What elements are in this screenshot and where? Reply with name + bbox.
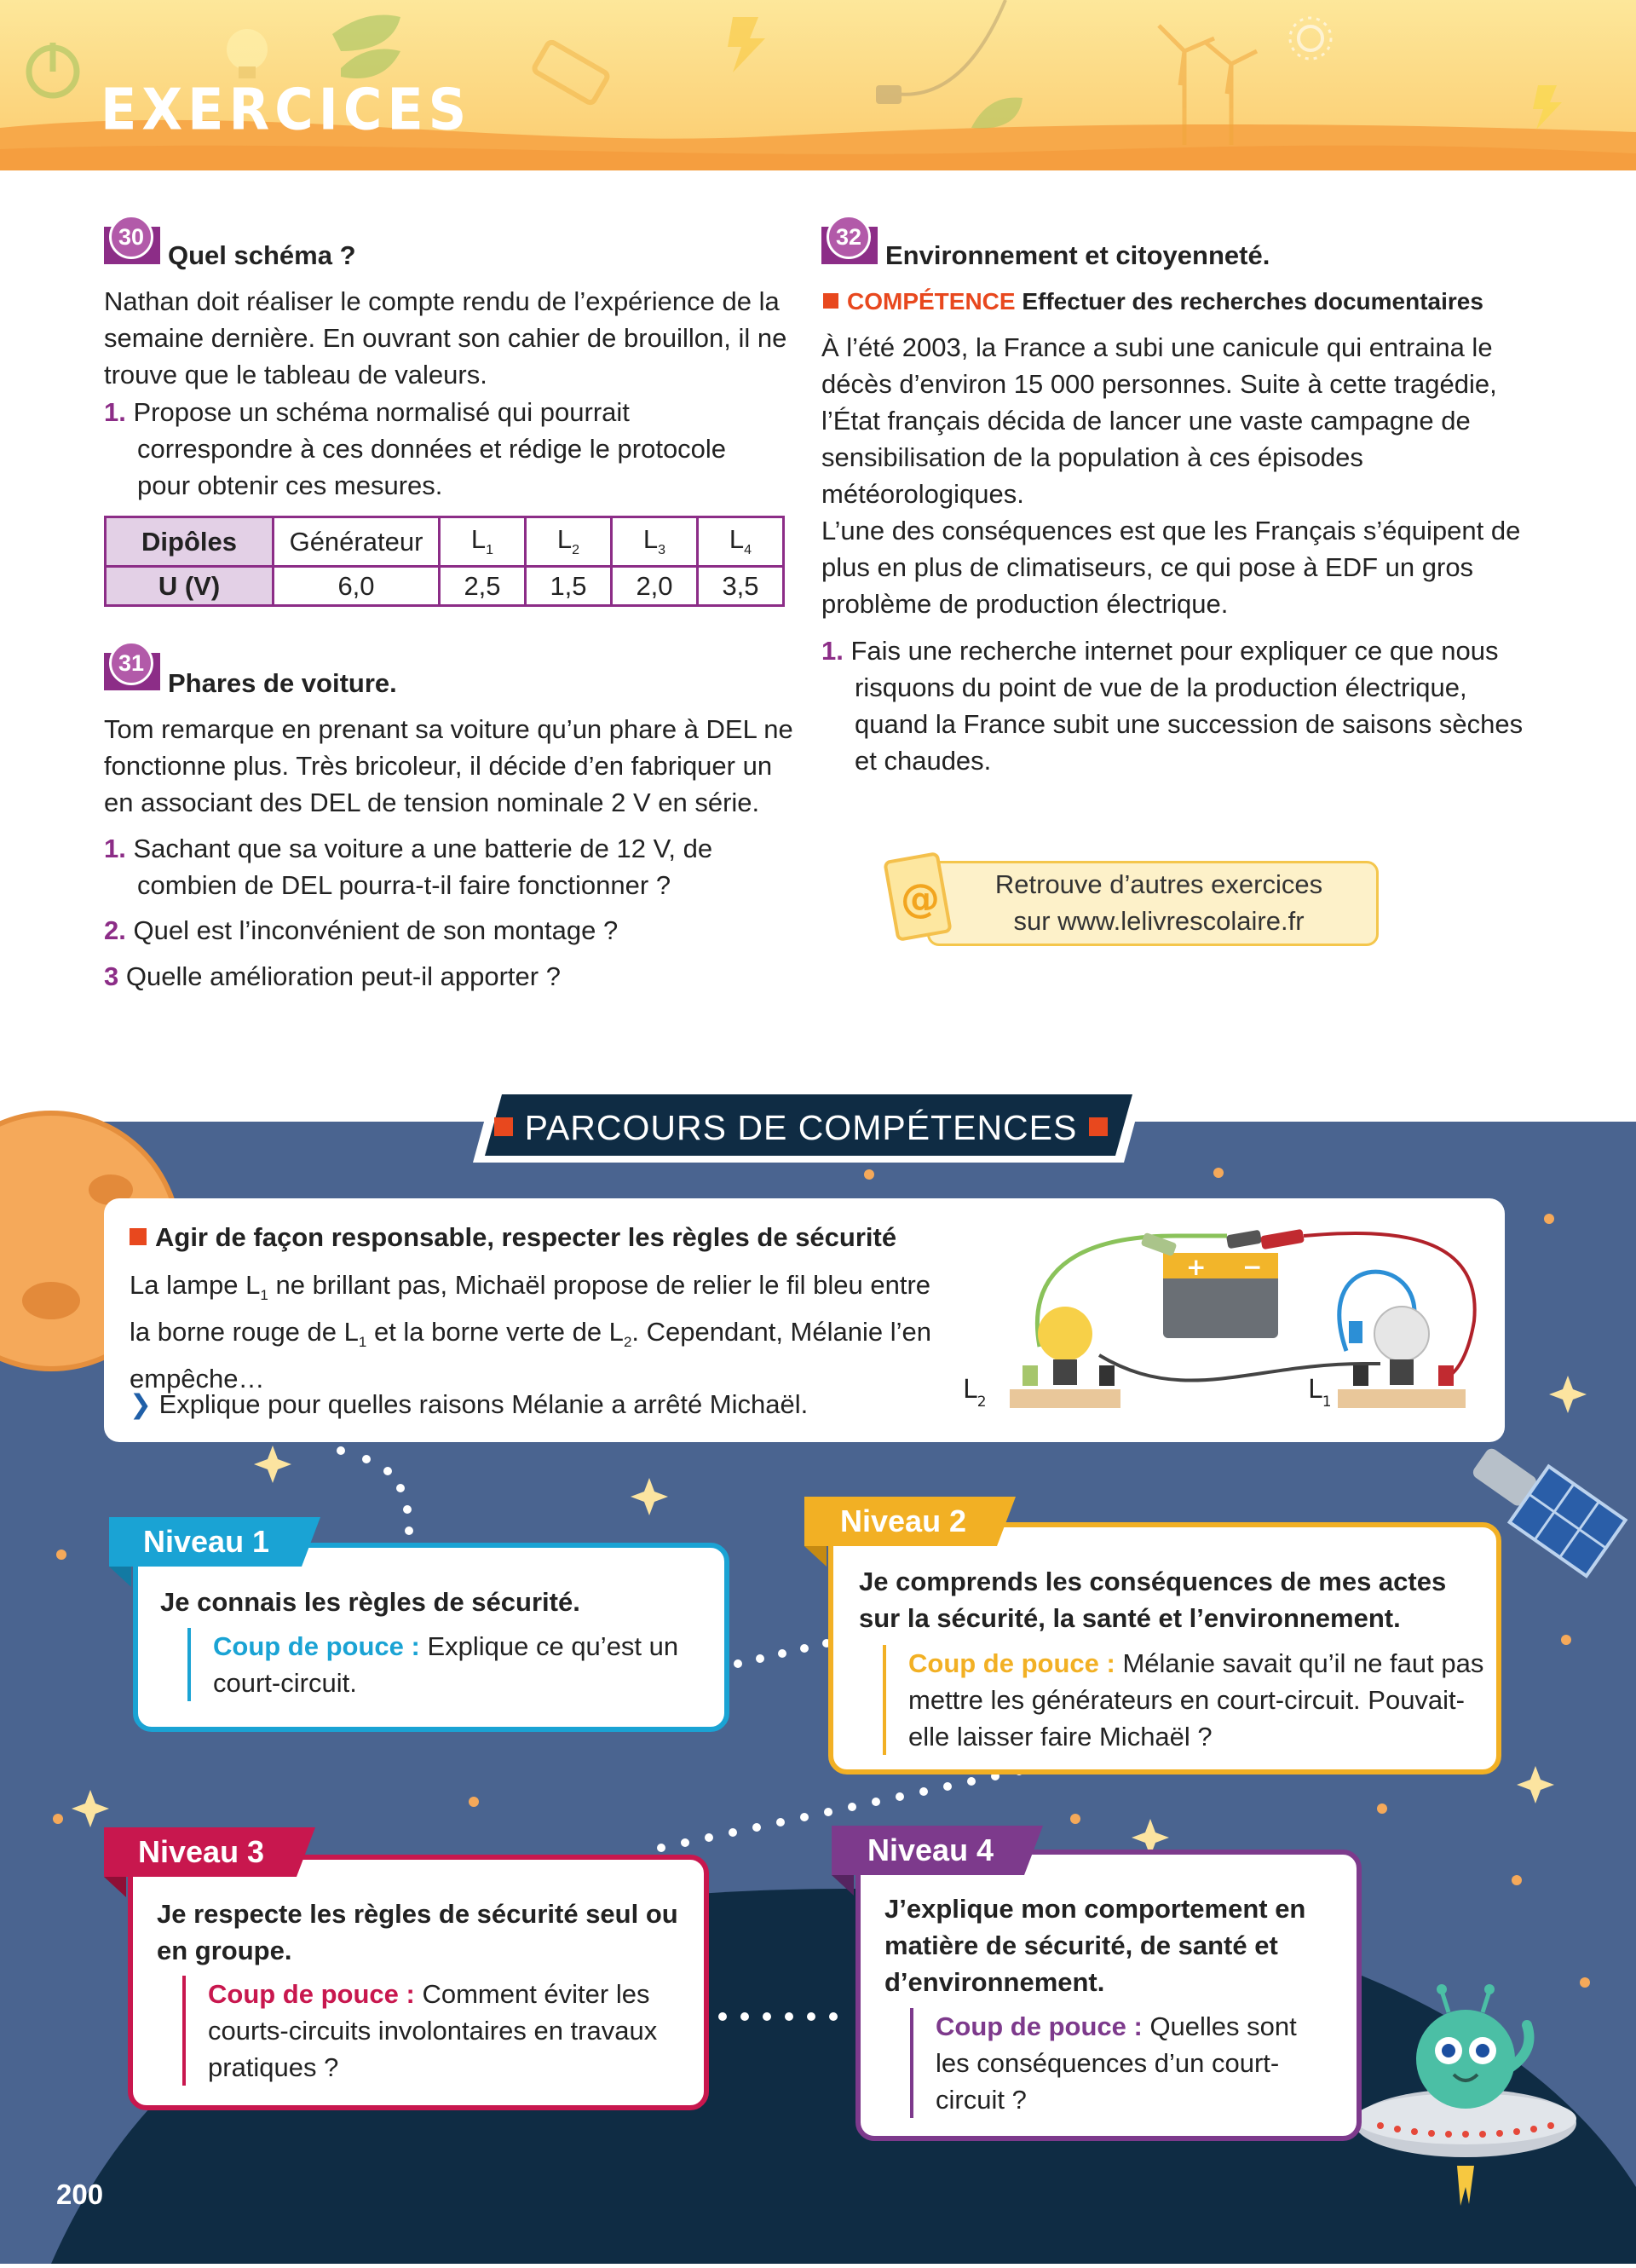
exercise-32-badge: 32: [821, 215, 878, 264]
level-4-tag: Niveau 4: [832, 1826, 994, 1875]
exercise-30-question-1: 1. Propose un schéma normalisé qui pourrait correspondre à ces données et rédige le protocole pour obtenir ces mesures.: [104, 397, 727, 500]
exercise-31-question-1: 1. Sachant que sa voiture a une batterie de 12 V, de combien de DEL pourra-t-il faire fonctionner ?: [104, 834, 713, 900]
web-resource-text[interactable]: Retrouve d’autres exercices sur www.lelivrescolaire.fr: [994, 869, 1323, 936]
level-2-tag: Niveau 2: [804, 1497, 966, 1546]
table-cell-dipole: $L_1$: [440, 517, 526, 567]
table-row-voltage: [106, 567, 784, 606]
exercise-31-title: Phares de voiture.: [168, 668, 397, 698]
at-sign-icon: [886, 852, 954, 952]
competence-heading: Agir de façon responsable, respecter les règles de sécurité: [130, 1222, 896, 1253]
table-cell-dipole: $L_3$: [612, 517, 698, 567]
table-header-dipoles: Dipôles: [106, 517, 274, 567]
exercise-31-body: Tom remarque en prenant sa voiture qu’un phare à DEL ne fonctionne plus. Très bricoleur, il décide d’en fabriquer un en associant des DEL de tension nominale 2 V en série.: [104, 714, 793, 817]
exercise-31-question-2: 2. Quel est l’inconvénient de son montage ?: [104, 915, 619, 945]
level-2-text: Je comprends les conséquences de mes actes sur la sécurité, la santé et l’environnement.: [859, 1567, 1447, 1633]
svg-text:L2: $L_2$: [963, 1375, 987, 1411]
exercise-30-body: Nathan doit réaliser le compte rendu de l’expérience de la semaine dernière. En ouvrant son cahier de brouillon, il ne trouve que le tableau de valeurs.: [104, 286, 787, 390]
table-cell-dipole: Générateur: [274, 517, 440, 567]
level-4-text: J’explique mon comportement en matière de sécurité, de santé et d’environnement.: [884, 1894, 1306, 1997]
exercise-31-question-3: 3 Quelle amélioration peut-il apporter ?: [104, 961, 561, 991]
level-1-hint: Coup de pouce : Explique ce qu’est un court-circuit.: [187, 1628, 716, 1701]
chevron-right-icon: ❯: [130, 1389, 152, 1419]
exercise-30-title: Quel schéma ?: [168, 240, 356, 270]
circuit-illustration: [963, 1219, 1483, 1428]
table-cell-value: 3,5: [698, 567, 784, 606]
competence-question: ❯ Explique pour quelles raisons Mélanie a arrêté Michaël.: [130, 1389, 809, 1419]
table-cell-value: 2,0: [612, 567, 698, 606]
level-1-tag: Niveau 1: [109, 1517, 269, 1567]
competence-body: La lampe $L_1$ ne brillant pas, Michaël propose de relier le fil bleu entre la borne rouge de $L_1$ et la borne verte de $L_2$. Cependant, Mélanie l’en empêche…: [130, 1270, 931, 1394]
page-number: 200: [56, 2179, 104, 2210]
exercise-32-body-1: À l’été 2003, la France a subi une canicule qui entraina le décès d’environ 15 000 personnes. Suite à cette tragédie, l’État français décida de lancer une vaste campagne de sensibilisation de la population à ces épisodes météorologiques.: [821, 332, 1497, 509]
exercise-32-competence: COMPÉTENCE Effectuer des recherches documentaires: [823, 288, 1483, 315]
table-cell-value: 6,0: [274, 567, 440, 606]
level-2-hint: Coup de pouce : Mélanie savait qu’il ne faut pas mettre les générateurs en court-circuit. Pouvait-elle laisser faire Michaël ?: [883, 1645, 1489, 1755]
exercise-30-badge: 30: [104, 215, 160, 264]
table-cell-dipole: $L_4$: [698, 517, 784, 567]
svg-text:−: −: [1242, 1253, 1263, 1281]
exercise-31-badge: 31: [104, 641, 160, 690]
level-1-text: Je connais les règles de sécurité.: [160, 1587, 580, 1617]
svg-text:+: +: [1186, 1253, 1207, 1281]
table-cell-value: 2,5: [440, 567, 526, 606]
header-title: EXERCICES: [101, 76, 472, 143]
level-3-tag: Niveau 3: [104, 1827, 264, 1877]
svg-text:@: @: [901, 875, 940, 921]
parcours-banner-text: PARCOURS DE COMPÉTENCES: [477, 1108, 1125, 1148]
table-cell-value: 1,5: [526, 567, 612, 606]
level-3-text: Je respecte les règles de sécurité seul ou en groupe.: [157, 1899, 678, 1965]
level-4-hint: Coup de pouce : Quelles sont les conséquences d’un court-circuit ?: [910, 2008, 1336, 2118]
exercise-32-title: Environnement et citoyenneté.: [885, 240, 1270, 270]
svg-text:L1: $L_1$: [1308, 1375, 1332, 1411]
table-header-voltage: U (V): [106, 567, 274, 606]
table-cell-dipole: $L_2$: [526, 517, 612, 567]
values-table: [104, 516, 785, 607]
exercise-32-body-2: L’une des conséquences est que les Français s’équipent de plus en plus de climatiseurs, ce qui pose à EDF un gros problème de production électrique.: [821, 516, 1521, 619]
table-row-dipoles: [106, 517, 784, 567]
level-3-hint: Coup de pouce : Comment éviter les courts-circuits involontaires en travaux pratiques ?: [182, 1976, 694, 2086]
exercise-32-question-1: 1. Fais une recherche internet pour expliquer ce que nous risquons du point de vue de la production électrique, quand la France subit une succession de saisons sèches et chaudes.: [821, 636, 1524, 776]
